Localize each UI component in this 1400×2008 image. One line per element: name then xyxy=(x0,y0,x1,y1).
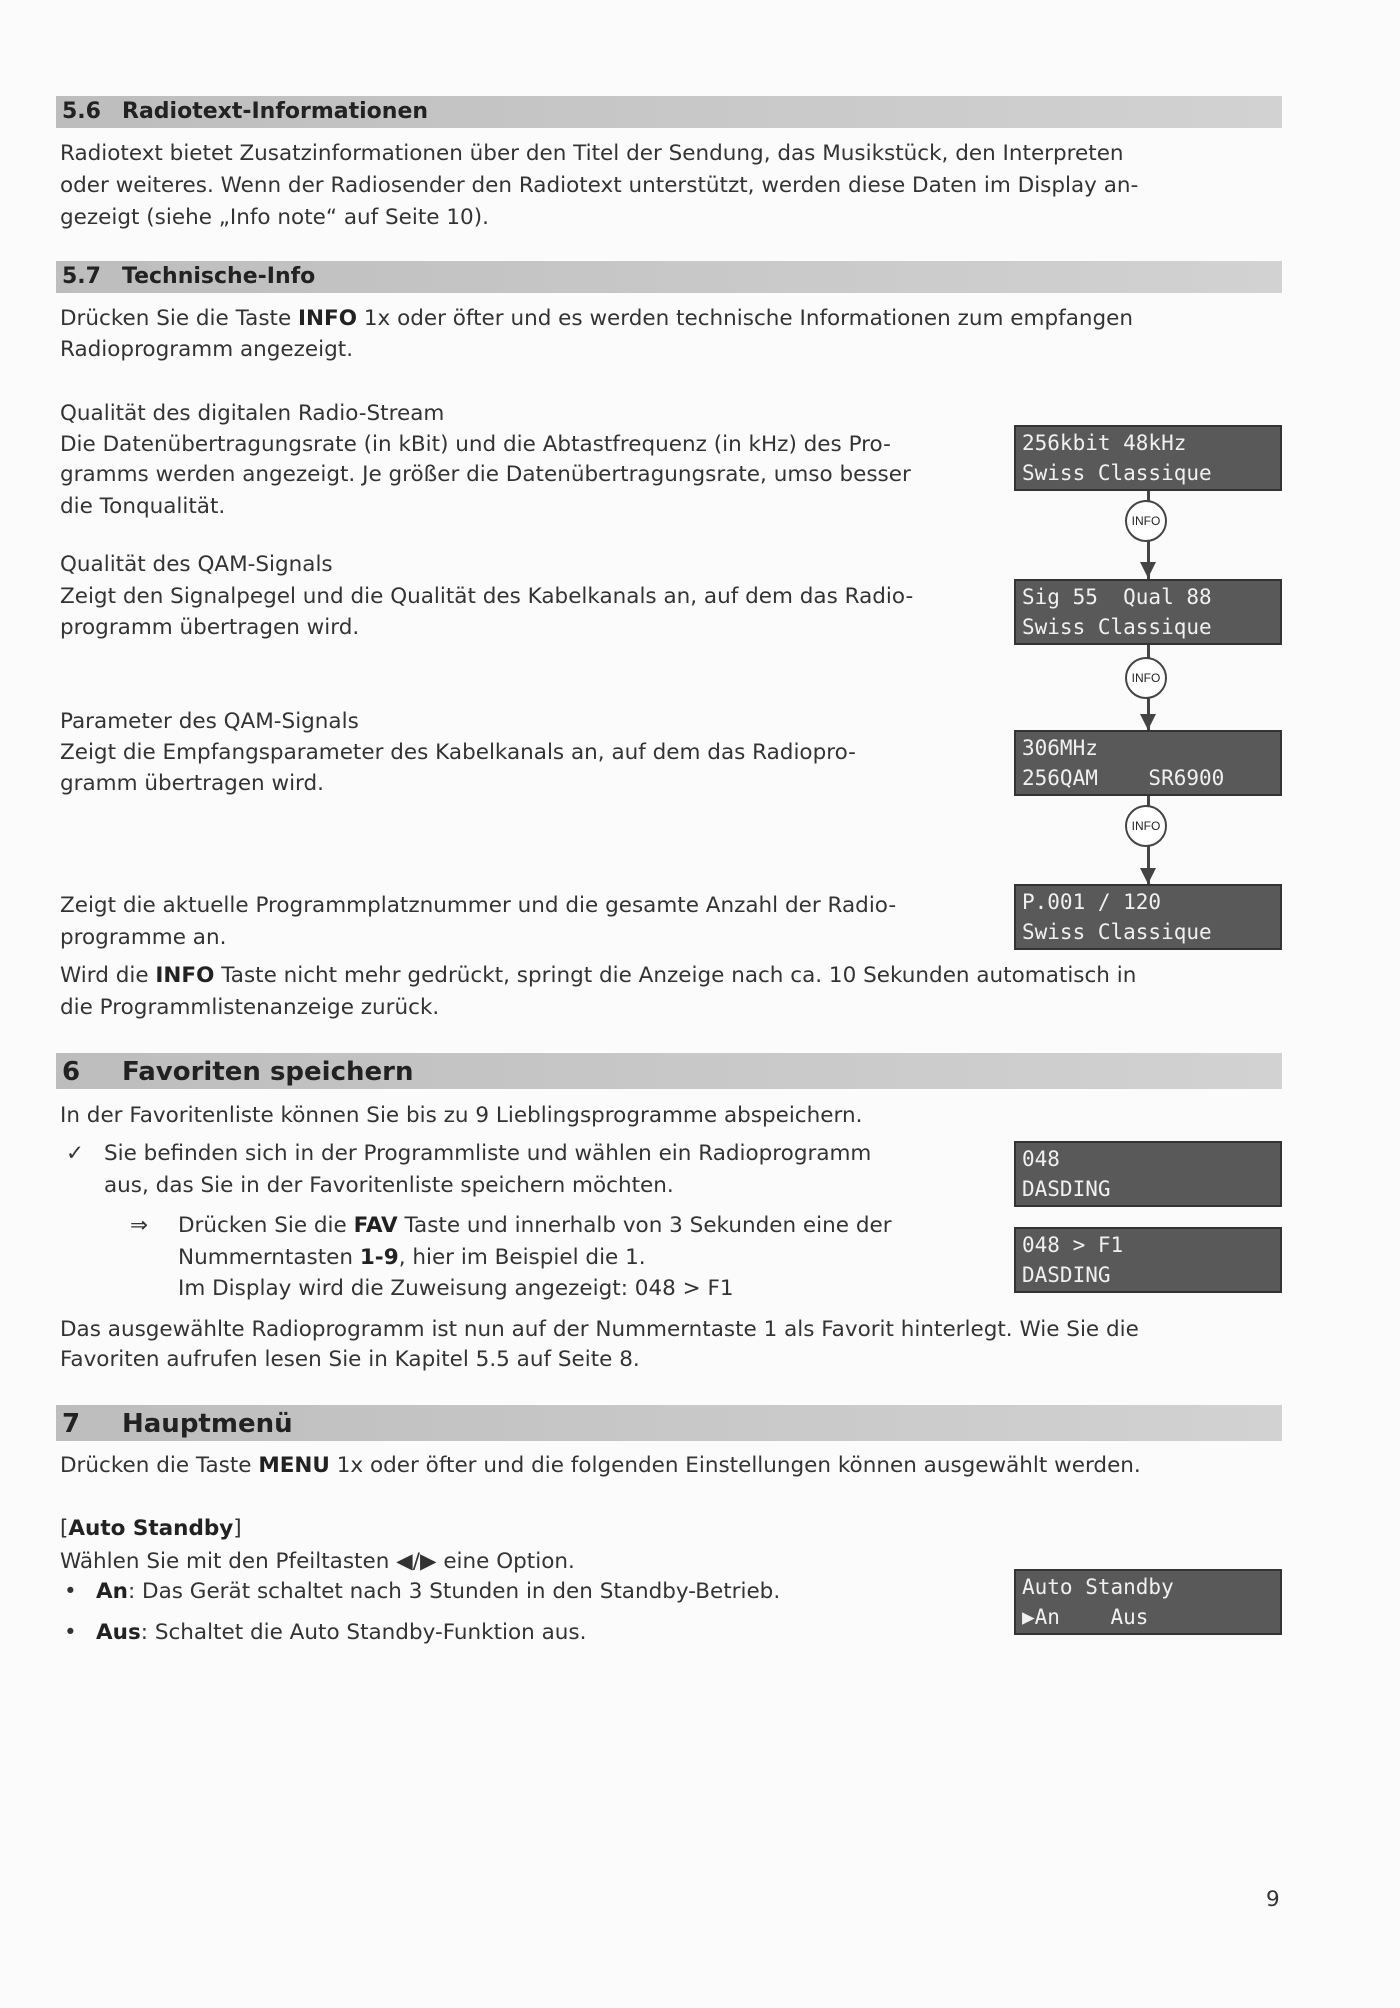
bullet-icon: • xyxy=(64,1579,77,1604)
check-icon: ✓ xyxy=(66,1141,85,1166)
text-line: oder weiteres. Wenn der Radiosender den Radiotext unterstützt, werden diese Daten im Display an- xyxy=(60,173,1139,198)
arrow-down-icon xyxy=(1140,562,1156,578)
text-line: Das ausgewählte Radioprogramm ist nun auf der Nummerntaste 1 als Favorit hinterlegt. Wie Sie die xyxy=(60,1317,1139,1342)
text-line: Die Datenübertragungsrate (in kBit) und die Abtastfrequenz (in kHz) des Pro- xyxy=(60,432,891,457)
info-button-icon: INFO xyxy=(1125,657,1167,699)
arrow-down-icon xyxy=(1140,868,1156,884)
text-line: In der Favoritenliste können Sie bis zu 9 Lieblingsprogramme abspeichern. xyxy=(60,1103,863,1128)
text-line: Wird die INFO Taste nicht mehr gedrückt, springt die Anzeige nach ca. 10 Sekunden automatisch in xyxy=(60,963,1137,988)
section-number: 5.6 xyxy=(62,99,101,124)
lcd-display: 048 > F1 DASDING xyxy=(1014,1227,1282,1293)
lcd-display: 256kbit 48kHz Swiss Classique xyxy=(1014,425,1282,491)
text-line: aus, das Sie in der Favoritenliste speichern möchten. xyxy=(104,1173,674,1198)
text-line: An: Das Gerät schaltet nach 3 Stunden in den Standby-Betrieb. xyxy=(96,1579,781,1604)
arrow-down-icon xyxy=(1140,714,1156,730)
text-line: die Programmlistenanzeige zurück. xyxy=(60,995,440,1020)
text-line: Drücken Sie die FAV Taste und innerhalb von 3 Sekunden eine der xyxy=(178,1213,892,1238)
section-number: 7 xyxy=(62,1409,81,1439)
text-line: Radiotext bietet Zusatzinformationen über den Titel der Sendung, das Musikstück, den Interpreten xyxy=(60,141,1124,166)
lcd-display: Auto Standby ▶An Aus xyxy=(1014,1569,1282,1635)
info-button-icon: INFO xyxy=(1125,805,1167,847)
section-header-7 xyxy=(56,1405,1282,1441)
text-line: gramms werden angezeigt. Je größer die Datenübertragungsrate, umso besser xyxy=(60,462,911,487)
section-title: Hauptmenü xyxy=(122,1409,293,1439)
text-line: Qualität des digitalen Radio-Stream xyxy=(60,401,445,426)
text-line: Im Display wird die Zuweisung angezeigt: 048 > F1 xyxy=(178,1276,734,1301)
text-line: Aus: Schaltet die Auto Standby-Funktion aus. xyxy=(96,1620,587,1645)
section-title: Radiotext-Informationen xyxy=(122,99,429,124)
lcd-display: 048 DASDING xyxy=(1014,1141,1282,1207)
arrow-right-icon: ⇒ xyxy=(130,1213,149,1238)
bullet-icon: • xyxy=(64,1620,77,1645)
section-title: Favoriten speichern xyxy=(122,1057,414,1087)
section-header-5-7 xyxy=(56,261,1282,293)
lcd-display: Sig 55 Qual 88 Swiss Classique xyxy=(1014,579,1282,645)
text-line: die Tonqualität. xyxy=(60,494,226,519)
text-line: Drücken Sie die Taste INFO 1x oder öfter und es werden technische Informationen zum empfangen xyxy=(60,306,1133,331)
text-line: Wählen Sie mit den Pfeiltasten ◀/▶ eine Option. xyxy=(60,1549,575,1574)
text-line: Nummerntasten 1-9, hier im Beispiel die 1. xyxy=(178,1245,646,1270)
option-heading: [Auto Standby] xyxy=(60,1516,242,1541)
section-number: 5.7 xyxy=(62,264,101,289)
section-header-5-6 xyxy=(56,96,1282,128)
text-line: Drücken die Taste MENU 1x oder öfter und die folgenden Einstellungen können ausgewählt werden. xyxy=(60,1453,1141,1478)
text-line: Sie befinden sich in der Programmliste und wählen ein Radioprogramm xyxy=(104,1141,872,1166)
text-line: Parameter des QAM-Signals xyxy=(60,709,359,734)
text-line: Favoriten aufrufen lesen Sie in Kapitel 5.5 auf Seite 8. xyxy=(60,1347,640,1372)
section-header-6 xyxy=(56,1053,1282,1089)
lcd-display: 306MHz 256QAM SR6900 xyxy=(1014,730,1282,796)
text-line: Zeigt den Signalpegel und die Qualität des Kabelkanals an, auf dem das Radio- xyxy=(60,584,914,609)
section-number: 6 xyxy=(62,1057,81,1087)
text-line: Radioprogramm angezeigt. xyxy=(60,337,354,362)
page-number: 9 xyxy=(1266,1887,1280,1912)
text-line: Zeigt die Empfangsparameter des Kabelkanals an, auf dem das Radiopro- xyxy=(60,740,856,765)
lcd-display: P.001 / 120 Swiss Classique xyxy=(1014,884,1282,950)
section-title: Technische-Info xyxy=(122,264,316,289)
text-line: gezeigt (siehe „Info note“ auf Seite 10). xyxy=(60,205,489,230)
text-line: gramm übertragen wird. xyxy=(60,771,325,796)
text-line: Zeigt die aktuelle Programmplatznummer und die gesamte Anzahl der Radio- xyxy=(60,893,897,918)
text-line: programme an. xyxy=(60,925,227,950)
info-button-icon: INFO xyxy=(1125,500,1167,542)
text-line: Qualität des QAM-Signals xyxy=(60,552,333,577)
text-line: programm übertragen wird. xyxy=(60,615,360,640)
